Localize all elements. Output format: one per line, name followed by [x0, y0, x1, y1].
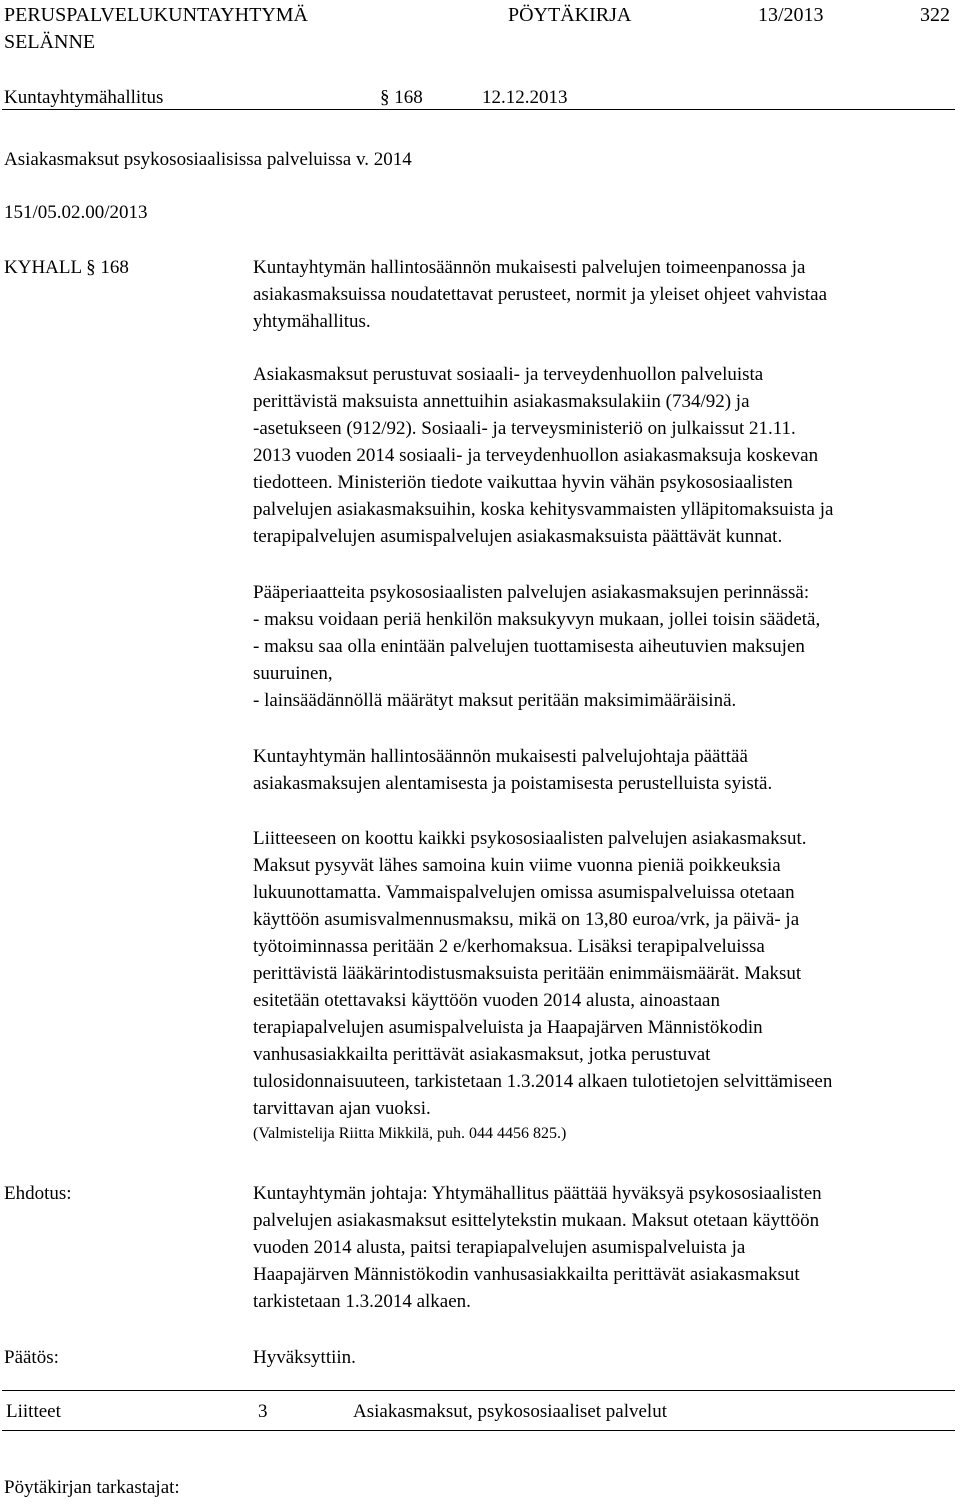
attachments-divider	[2, 1390, 955, 1391]
meeting-date: 12.12.2013	[482, 87, 568, 108]
org-name-line2: SELÄNNE	[4, 31, 96, 53]
attachments-bottom-divider	[2, 1430, 955, 1431]
document-type: PÖYTÄKIRJA	[508, 4, 632, 26]
decision-text: Hyväksyttiin.	[253, 1347, 356, 1368]
meeting-body: Kuntayhtymähallitus	[4, 87, 164, 108]
item-reference: KYHALL § 168	[4, 257, 129, 278]
paragraph-4: Kuntayhtymän hallintosäännön mukaisesti palvelujohtaja päättää asiakasmaksujen alentamisesta ja poistamisesta perustelluista syistä.	[253, 746, 773, 794]
page-number: 322	[920, 4, 950, 26]
attachments-count: 3	[258, 1401, 268, 1422]
reviewers-label: Pöytäkirjan tarkastajat:	[4, 1477, 180, 1498]
attachments-description: Asiakasmaksut, psykososiaaliset palvelut	[353, 1401, 667, 1422]
paragraph-2: Asiakasmaksut perustuvat sosiaali- ja terveydenhuollon palveluista perittävistä maksuista annettuihin asiakasmaksulakiin (734/92) ja -asetukseen (912/92). Sosiaali- ja terveysministeriö on julkaissut 21.11. 2013 vuoden 2014 sosiaali- ja terveydenhuollon asiakasmaksuja koskevan tiedotteen. Ministeriön tiedote vaikuttaa hyvin vähän psykososiaalisten palvelujen asiakasmaksuihin, koska kehitysvammaisten ylläpitomaksuista ja terapipalvelujen asumispalvelujen asiakasmaksuista päättävät kunnat.	[253, 364, 834, 547]
paragraph-3: Pääperiaatteita psykososiaalisten palvelujen asiakasmaksujen perinnässä: - maksu voidaan periä henkilön maksukyvyn mukaan, jollei toisin säädetä, - maksu saa olla enintään palvelujen tuottamisesta aiheutuvien maksujen suuruinen, - lainsäädännöllä määrätyt maksut peritään maksimimääräisinä.	[253, 582, 821, 711]
org-name-line1: PERUSPALVELUKUNTAYHTYMÄ	[4, 4, 309, 26]
header-divider	[2, 109, 955, 110]
preparer-note: (Valmistelija Riitta Mikkilä, puh. 044 4456 825.)	[253, 1125, 567, 1142]
decision-label: Päätös:	[4, 1347, 59, 1368]
attachments-label: Liitteet	[6, 1401, 61, 1422]
item-title: Asiakasmaksut psykososiaalisissa palveluissa v. 2014	[4, 149, 412, 170]
paragraph-1: Kuntayhtymän hallintosäännön mukaisesti palvelujen toimeenpanossa ja asiakasmaksuissa noudatettavat perusteet, normit ja yleiset ohjeet vahvistaa yhtymähallitus.	[253, 257, 828, 332]
document-number: 13/2013	[758, 4, 824, 26]
record-number: 151/05.02.00/2013	[4, 202, 148, 223]
proposal-text: Kuntayhtymän johtaja: Yhtymähallitus päättää hyväksyä psykososiaalisten palvelujen asiakasmaksut esittelytekstin mukaan. Maksut otetaan käyttöön vuoden 2014 alusta, paitsi terapiapalvelujen asumispalveluista ja Haapajärven Männistökodin vanhusasiakkailta perittävät asiakasmaksut tarkistetaan 1.3.2014 alkaen.	[253, 1183, 822, 1312]
proposal-label: Ehdotus:	[4, 1183, 72, 1204]
paragraph-5: Liitteeseen on koottu kaikki psykososiaalisten palvelujen asiakasmaksut. Maksut pysyvät lähes samoina kuin viime vuonna pieniä poikkeuksia lukuunottamatta. Vammaispalvelujen omissa asumispalveluissa otetaan käyttöön asumisvalmennusmaksu, mikä on 13,80 euroa/vrk, ja päivä- ja työtoiminnassa peritään 2 e/kerhomaksua. Lisäksi terapipalveluissa perittävistä lääkärintodistusmaksuista peritään enimmäismäärät. Maksut esitetään otettavaksi käyttöön vuoden 2014 alusta, ainoastaan terapiapalvelujen asumispalveluista ja Haapajärven Männistökodin vanhusasiakkailta perittävät asiakasmaksut, jotka perustuvat tulosidonnaisuuteen, tarkistetaan 1.3.2014 alkaen tulotietojen selvittämiseen tarvittavan ajan vuoksi. (Valmistelija Riitta Mikkilä, puh. 044 4456 825.)	[253, 825, 958, 1146]
section-number: § 168	[380, 87, 423, 108]
